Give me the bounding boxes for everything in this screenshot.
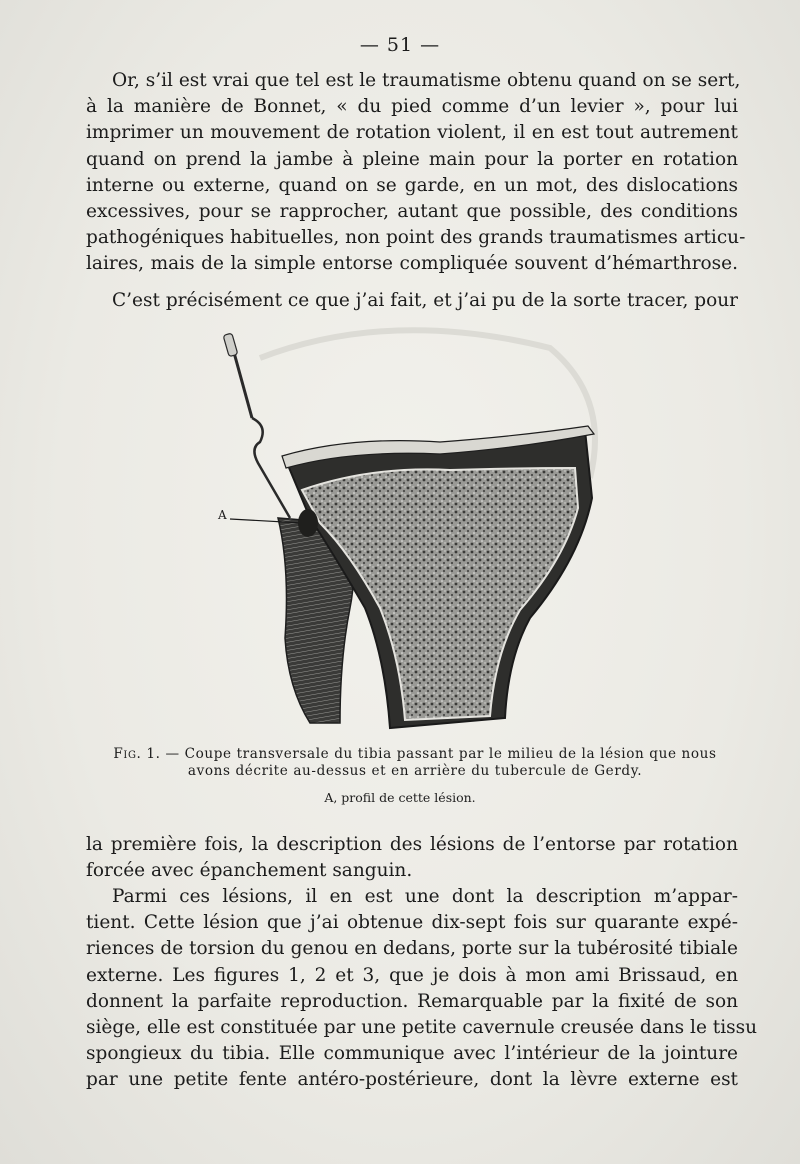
text-line: C’est précisément ce que j’ai fait, et j’ai pu de la sorte tracer, pour [112, 290, 738, 311]
text-line: à la manière de Bonnet, « du pied comme d’un levier », pour lui [86, 96, 738, 118]
text-line: pathogéniques habituelles, non point des grands traumatismes articu- [86, 227, 746, 249]
lesion-cavity [298, 509, 318, 537]
figure-caption [110, 746, 720, 780]
text-line: quand on prend la jambe à pleine main pour la porter en rotation [86, 148, 738, 170]
text-line: tient. Cette lésion que j’ai obtenue dix-sept fois sur quarante expé- [86, 912, 738, 934]
text-line: riences de torsion du genou en dedans, porte sur la tubérosité tibiale [86, 938, 738, 960]
tibia-section-illustration [190, 318, 620, 738]
probe-hook [252, 418, 290, 518]
text-line: Or, s’il est vrai que tel est le traumatisme obtenu quand on se sert, [112, 70, 741, 91]
figure-number: Fig. 1. [113, 746, 161, 762]
paragraph-1 [86, 68, 746, 278]
figure-sub-caption: A, profil de cette lésion. [324, 790, 476, 805]
figure-label-a: A [218, 508, 227, 522]
text-line: la première fois, la description des lésions de l’entorse par rotation [86, 834, 738, 855]
text-line: spongieux du tibia. Elle communique avec l’intérieur de la jointure [86, 1043, 738, 1065]
caption-line-1: — Coupe transversale du tibia passant par le milieu de la lésion que nous [160, 746, 717, 762]
caption-line-2: avons décrite au-dessus et en arrière du tubercule de Gerdy. [187, 763, 643, 779]
text-line: laires, mais de la simple entorse compliquée souvent d’hémarthrose. [86, 253, 738, 275]
text-line: forcée avec épanchement sanguin. [86, 860, 413, 882]
text-line: donnent la parfaite reproduction. Remarquable par la fixité de son [86, 990, 738, 1012]
probe-handle [223, 333, 238, 357]
paragraph-4 [86, 884, 758, 1094]
page-number: — 51 — [359, 34, 441, 56]
text-line: siège, elle est constituée par une petite cavernule creusée dans le tissu [86, 1017, 758, 1039]
text-line: imprimer un mouvement de rotation violent, il en est tout autrement [86, 122, 738, 144]
text-line: excessives, pour se rapprocher, autant que possible, des conditions [86, 201, 738, 223]
paragraph-2 [86, 288, 738, 314]
text-line: par une petite fente antéro-postérieure, dont la lèvre externe est [86, 1069, 738, 1091]
text-line: interne ou externe, quand on se garde, en un mot, des dislocations [86, 174, 738, 196]
text-line: Parmi ces lésions, il en est une dont la description m’appar- [112, 886, 738, 907]
text-line: externe. Les figures 1, 2 et 3, que je dois à mon ami Brissaud, en [86, 964, 738, 986]
paragraph-3 [86, 832, 738, 884]
